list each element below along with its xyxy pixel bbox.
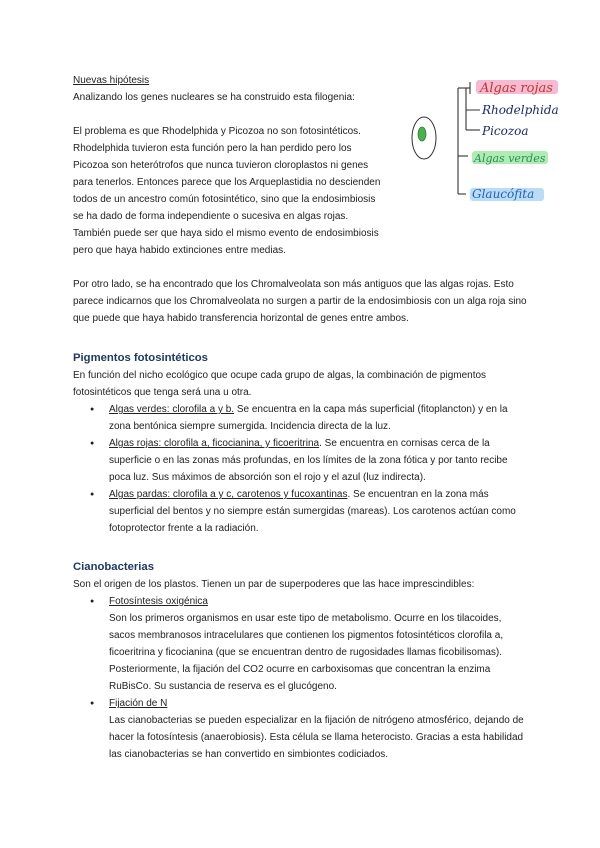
paragraph-line: El problema es que Rhodelphida y Picozoa no son fotosintéticos.	[73, 126, 361, 137]
list-item-term: Fotosíntesis oxigénica	[109, 596, 208, 607]
list-item	[109, 593, 533, 695]
paragraph-line: para tenerlos. Entonces parece que los Arqueplastidia no descienden	[73, 177, 381, 188]
label-algas-verdes: Algas verdes	[474, 152, 546, 165]
paragraph-line: Analizando los genes nucleares se ha construido esta filogenia:	[73, 92, 355, 103]
list-item-text: ficoeritrina y ficocianina (que se encuentran dentro de rugosidades llamas ficobilisomas).	[109, 647, 502, 658]
tree-branches	[458, 82, 480, 194]
phylogeny-sketch	[400, 76, 580, 211]
label-glaucofita: Glaucófita	[472, 187, 535, 201]
list-item	[109, 486, 533, 537]
list-item-term: Algas rojas: clorofila a, ficocianina, y ficoeritrina	[109, 438, 320, 449]
branch-rhodelphida	[466, 88, 480, 130]
list-item-text: . Se encuentran en la zona más	[347, 489, 489, 500]
section-heading-pigmentos: Pigmentos fotosintéticos	[73, 352, 208, 364]
ciano-list	[73, 593, 533, 763]
list-item-text: fotoprotector frente a la radiación.	[109, 523, 259, 534]
paragraph-line: Rhodelphida tuvieron esta función pero la han perdido pero los	[73, 143, 352, 154]
paragraph-line: fotosintéticos que tenga será una u otra.	[73, 387, 252, 398]
paragraph-line: pero que haya habido extinciones entre medias.	[73, 245, 286, 256]
paragraph-line: También puede ser que haya sido el mismo evento de endosimbiosis	[73, 228, 379, 239]
label-picozoa: Picozoa	[482, 124, 529, 138]
paragraph-line: se ha dado de forma independiente o sucesiva en algas rojas.	[73, 211, 349, 222]
list-item-text: zona bentónica siempre sumergida. Incidencia directa de la luz.	[109, 421, 391, 432]
list-item-text: Son los primeros organismos en usar este tipo de metabolismo. Ocurre en los tilacoides,	[109, 613, 502, 624]
section-heading: Nuevas hipótesis	[73, 75, 150, 86]
pigment-list	[73, 401, 533, 537]
section-nuevas-hipotesis	[73, 72, 383, 259]
list-item-text: RuBisCo. Su sustancia de reserva es el glucógeno.	[109, 681, 337, 692]
list-item-text: superficial del bentos y no siempre están sumergidas (mareas). Los carotenos actúan como	[109, 506, 516, 517]
list-item-text: Posteriormente, la fijación del CO2 ocurre en carboxisomas que concentran la enzima	[109, 664, 491, 675]
paragraph-line: Por otro lado, se ha encontrado que los Chromalveolata son más antiguos que las algas rojas. Esto	[73, 279, 514, 290]
list-item-term: Algas pardas: clorofila a y c, carotenos y fucoxantinas	[109, 489, 348, 500]
list-item-text: superficie o en las zonas más profundas, en los límites de la zona fótica y por tanto recibe	[109, 455, 508, 466]
list-item-text: Las cianobacterias se pueden especializar en la fijación de nitrógeno atmosférico, dejando de	[109, 715, 524, 726]
list-item-text: las cianobacterias se han convertido en simbiontes codiciados.	[109, 749, 389, 760]
list-item	[109, 695, 533, 763]
cell-icon	[412, 117, 436, 159]
paragraph-line: parece indicarnos que los Chromalveolata no surgen a partir de la endosimbiosis con un alga roja sino	[73, 296, 527, 307]
paragraph-line: En función del nicho ecológico que ocupe cada grupo de algas, la combinación de pigmentos	[73, 370, 487, 381]
list-item-text: Se encuentra en la capa más superficial (fitoplancton) y en la	[234, 404, 508, 415]
paragraph-chromalveolata	[73, 276, 533, 327]
section-heading-cianobacterias: Cianobacterias	[73, 561, 154, 573]
list-item-term: Fijación de N	[109, 698, 168, 709]
list-item-term: Algas verdes: clorofila a y b.	[109, 404, 235, 415]
paragraph-line: Picozoa son heterótrofos que nunca tuvieron cloroplastos ni genes	[73, 160, 369, 171]
list-item-text: . Se encuentra en cornisas cerca de la	[319, 438, 490, 449]
paragraph-line: Son el origen de los plastos. Tienen un par de superpoderes que las hace imprescindibles:	[73, 579, 475, 590]
list-item	[109, 401, 533, 435]
list-item-text: poca luz. Sus máximos de absorción son el rojo y el azul (luz indirecta).	[109, 472, 426, 483]
paragraph-line: que puede que haya habido transferencia horizontal de genes entre ambos.	[73, 313, 409, 324]
label-algas-rojas: Algas rojas	[480, 81, 553, 96]
list-item-text: hacer la fotosíntesis (anaerobiosis). Esta célula se llama heterocisto. Gracias a esta habilidad	[109, 732, 524, 743]
list-item-text: sacos membranosos intracelulares que contienen los pigmentos fotosintéticos clorofila a,	[109, 630, 504, 641]
paragraph-line: todos de un ancestro común fotosintético, sino que la endosimbiosis	[73, 194, 376, 205]
list-item	[109, 435, 533, 486]
label-rhodelphida: Rhodelphida	[482, 103, 559, 117]
